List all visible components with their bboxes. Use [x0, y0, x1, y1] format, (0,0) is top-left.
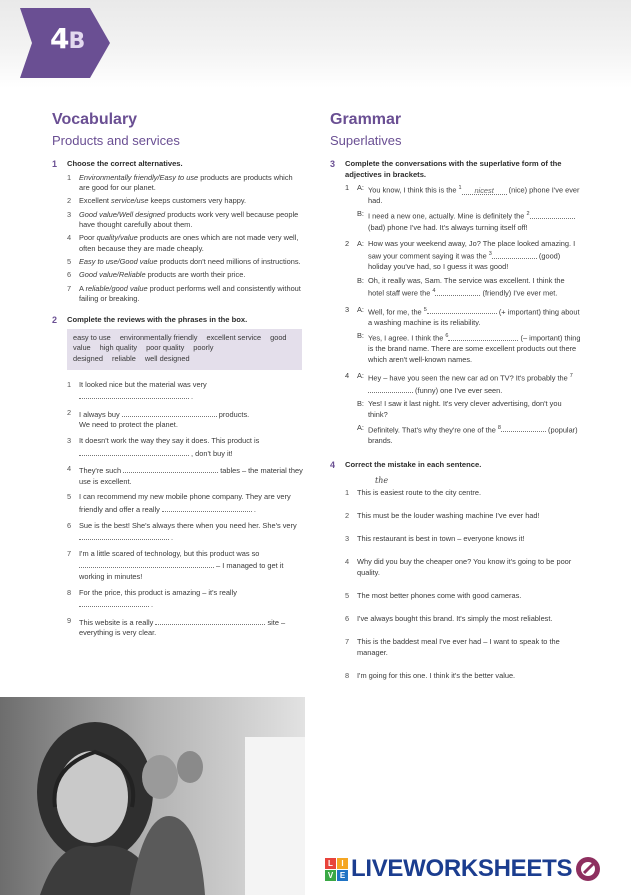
section-title: Grammar	[330, 111, 402, 128]
list-item	[67, 173, 304, 194]
phrase-option: environmentally friendly	[119, 332, 198, 342]
answer-gap[interactable]	[162, 503, 252, 512]
item-number: 2	[67, 407, 72, 417]
answer-gap[interactable]	[427, 305, 497, 314]
gap-number: 7	[569, 372, 573, 379]
list-item	[67, 284, 304, 305]
item-number: 5	[67, 257, 72, 267]
item-text: I always buy products. We need to protect the planet.	[79, 409, 250, 430]
live-letter: E	[337, 870, 348, 881]
item-number: 3	[67, 209, 72, 219]
dialogue-line	[345, 371, 582, 397]
item-text: It doesn't work the way they say it does. This product is , don't buy it!	[79, 436, 260, 458]
section-subtitle: Superlatives	[330, 133, 402, 148]
choice-alternatives[interactable]: Good value/Reliable	[79, 270, 146, 280]
list-item	[345, 557, 582, 578]
answer-gap[interactable]	[79, 531, 169, 540]
list-item	[345, 591, 582, 602]
item-text: Sue is the best! She's always there when you need her. She's very .	[79, 520, 297, 543]
dialogue-text: Yes! I saw it last night. It's very clever advertising, don't you think?	[368, 399, 562, 419]
dialogue-line	[357, 423, 582, 447]
item-text: It looked nice but the material was very .	[79, 379, 207, 402]
speaker-label: B:	[357, 399, 364, 409]
dialogue-line	[345, 183, 582, 207]
item-number: 1	[345, 487, 350, 497]
unit-label	[50, 24, 84, 57]
dialogue-line	[357, 209, 582, 233]
speaker-label: B:	[357, 331, 364, 341]
answer-gap[interactable]	[79, 598, 149, 607]
exercise-3-dialogues	[330, 183, 582, 452]
call-center-photo	[0, 697, 305, 895]
item-text: This must be the louder washing machine I've ever had!	[357, 510, 540, 520]
gap-number: 2	[526, 211, 530, 218]
item-number: 6	[67, 270, 72, 280]
speaker-label: A:	[357, 238, 364, 248]
list-item	[345, 475, 582, 499]
answer-gap[interactable]	[122, 408, 217, 417]
exercise-2-items	[52, 380, 304, 639]
list-item	[67, 464, 304, 487]
answer-gap[interactable]	[123, 464, 218, 473]
item-number: 6	[345, 613, 350, 623]
item-number: 7	[345, 636, 350, 646]
item-number: 3	[67, 436, 72, 446]
item-number: 2	[345, 510, 350, 520]
item-number: 1	[67, 172, 72, 182]
item-text: They're such tables – the material they use is excellent.	[79, 466, 303, 486]
list-item	[345, 534, 582, 545]
logo-mark-icon	[574, 855, 602, 883]
list-item	[67, 588, 304, 611]
list-item	[67, 210, 304, 231]
phrase-option: excellent service	[206, 332, 262, 342]
logo-text: LIVEWORKSHEETS	[351, 854, 573, 882]
item-text: This is the baddest meal I've ever had – I want to speak to the manager.	[357, 636, 560, 657]
item-text: I can recommend my new mobile phone company. They are very friendly and offer a really .	[79, 492, 291, 514]
item-text: Environmentally friendly/Easy to use products are products which are good for our planet.	[79, 172, 293, 193]
item-number: 7	[67, 548, 72, 558]
dialogue-text: Well, for me, the $^5$ (+ important) thing about a washing machine is its reliability.	[368, 306, 580, 327]
list-item	[67, 233, 304, 254]
handwritten-correction: the	[375, 475, 389, 485]
item-number: 2	[67, 196, 72, 206]
exercise-1-heading: 1 Choose the correct alternatives.	[52, 159, 183, 169]
item-number: 5	[67, 492, 72, 502]
list-item	[67, 549, 304, 583]
speaker-label: A:	[357, 183, 364, 193]
dialogue-text: You know, I think this is the $^1$ nicest (nice) phone I've ever had.	[368, 185, 580, 206]
live-letter: I	[337, 858, 348, 869]
item-text: The most better phones come with good cameras.	[357, 590, 522, 600]
answer-gap[interactable]	[435, 287, 480, 296]
list-item	[345, 671, 582, 682]
item-text: I've always bought this brand. It's simply the most reliablest.	[357, 613, 553, 623]
exercise-4-items	[330, 475, 582, 681]
item-text: A reliable/good value product performs well and consistently without failing or breaking.	[79, 283, 301, 304]
section-subtitle: Products and services	[52, 133, 180, 148]
list-item	[67, 436, 304, 459]
item-text: Poor quality/value products are ones which are not made very well, often because they are made cheaply.	[79, 233, 299, 253]
exercise-4-heading: 4 Correct the mistake in each sentence.	[330, 460, 482, 471]
dialogue-text: Definitely. That's why they're one of the $^8$ (popular) brands.	[368, 424, 578, 445]
item-number: 1	[345, 183, 350, 193]
gap-number: 3	[488, 251, 492, 258]
item-number: 4	[345, 370, 350, 380]
answer-gap[interactable]	[155, 616, 265, 625]
phrase-option: well designed	[144, 354, 190, 364]
phrase-option: poor quality	[146, 343, 185, 353]
gap-number: 8	[497, 424, 501, 431]
item-number: 7	[67, 283, 72, 293]
dialogue-line	[357, 276, 582, 300]
item-text: Why did you buy the cheaper one? You know it's going to be poor quality.	[357, 557, 572, 577]
section-title: Vocabulary	[52, 111, 138, 128]
gap-number: 5	[423, 306, 427, 313]
speaker-label: A:	[357, 304, 364, 314]
phrase-option: reliable	[112, 354, 136, 364]
item-text: Easy to use/Good value products don't need millions of instructions.	[79, 257, 301, 267]
item-number: 2	[345, 238, 350, 248]
list-item	[67, 257, 304, 268]
vocabulary-section	[52, 110, 304, 644]
phrase-option: high quality	[99, 343, 138, 353]
grammar-section	[330, 110, 582, 694]
dialogue-line	[345, 305, 582, 329]
item-text: This restaurant is best in town – everyone knows it!	[357, 533, 525, 543]
dialogue-line	[357, 399, 582, 420]
choice-alternatives[interactable]: service/use	[111, 196, 149, 206]
choice-alternatives[interactable]: Environmentally friendly/Easy to use	[79, 172, 199, 182]
list-item	[67, 196, 304, 207]
item-number: 8	[345, 670, 350, 680]
list-item	[67, 270, 304, 281]
list-item	[345, 614, 582, 625]
phrase-option: poorly designed	[73, 343, 214, 364]
liveworksheets-logo[interactable]	[325, 856, 602, 882]
dialogue-text: Yes, I agree. I think the $^6$ (– important) thing is the brand name. There are some excellent products out there which aren't well-known names.	[368, 333, 581, 364]
answer-gap[interactable]	[492, 250, 537, 259]
answer-gap[interactable]	[530, 210, 575, 219]
item-text: Excellent service/use keeps customers very happy.	[79, 196, 247, 206]
phrase-option: good value	[73, 332, 287, 353]
gap-number: 6	[445, 333, 449, 340]
live-letter: V	[325, 870, 336, 881]
list-item	[345, 511, 582, 522]
dialogue-text: Hey – have you seen the new car ad on TV? It's probably the $^7$ (funny) one I've ever seen.	[368, 372, 573, 395]
gap-number: 1	[458, 185, 462, 192]
phrase-box	[67, 329, 302, 370]
live-letter: L	[325, 858, 336, 869]
item-number: 8	[67, 587, 72, 597]
dialogue-text: I need a new one, actually. Mine is definitely the $^2$ (bad) phone I've had. It's always turning itself off!	[368, 209, 582, 233]
speaker-label: B:	[357, 209, 364, 219]
choice-alternatives[interactable]: quality/value	[96, 233, 138, 243]
gap-number: 4	[432, 288, 436, 295]
unit-number: 4	[50, 22, 69, 55]
list-item	[67, 492, 304, 515]
answer-gap[interactable]	[368, 384, 413, 393]
answer-gap[interactable]	[448, 332, 518, 341]
answer-gap[interactable]	[501, 423, 546, 432]
item-text: I'm a little scared of technology, but this product was so – I managed to get it working in minutes!	[79, 548, 284, 581]
list-item	[67, 616, 304, 639]
item-text: Good value/Well designed products work very well because people have thought carefully about them.	[79, 209, 299, 230]
list-item	[67, 380, 304, 403]
item-text: This is easiest route to the city centre.	[357, 487, 482, 497]
photo-illustration	[0, 697, 305, 895]
answer-gap[interactable]	[79, 390, 189, 399]
answer-gap[interactable]: nicest	[462, 186, 507, 195]
item-number: 4	[67, 464, 72, 474]
item-text: This website is a really site – everything is very clear.	[79, 617, 286, 638]
choice-alternatives[interactable]: Good value/Well designed	[79, 209, 166, 219]
list-item	[67, 521, 304, 544]
speaker-label: B:	[357, 275, 364, 285]
item-text: I'm going for this one. I think it's the better value.	[357, 670, 516, 680]
item-number: 9	[67, 615, 72, 625]
list-item	[345, 637, 582, 658]
item-text: For the price, this product is amazing – it's really .	[79, 587, 237, 610]
item-number: 4	[67, 233, 72, 243]
choice-alternatives[interactable]: Easy to use/Good value	[79, 257, 158, 267]
dialogue-line	[345, 239, 582, 273]
exercise-3-heading: 3 Complete the conversations with the superlative form of the adjectives in brackets.	[330, 159, 562, 179]
speaker-label: A:	[357, 370, 364, 380]
unit-letter: B	[68, 29, 85, 54]
speaker-label: A:	[357, 422, 364, 432]
item-number: 6	[67, 520, 72, 530]
exercise-2-heading: 2 Complete the reviews with the phrases in the box.	[52, 315, 248, 326]
phrase-option: easy to use	[73, 332, 111, 342]
dialogue-line	[357, 331, 582, 365]
live-letters-icon	[325, 858, 348, 881]
choice-alternatives[interactable]: reliable/good value	[85, 283, 148, 293]
item-number: 3	[345, 533, 350, 543]
item-text: Good value/Reliable products are worth their price.	[79, 270, 246, 280]
item-number: 1	[67, 379, 72, 389]
answer-gap[interactable]	[79, 559, 214, 568]
answer-gap[interactable]	[79, 447, 189, 456]
dialogue-text: Oh, it really was, Sam. The service was excellent. I think the hotel staff were the $^4$ (friendly) I've ever met.	[368, 275, 565, 298]
item-number: 3	[345, 304, 350, 314]
item-number: 5	[345, 590, 350, 600]
item-number: 4	[345, 557, 350, 567]
list-item	[67, 408, 304, 431]
dialogue-text: How was your weekend away, Jo? The place looked amazing. I saw your comment saying it was the $^3$ (good) holiday you've had, so I guess it was good!	[368, 238, 576, 272]
exercise-1-items	[52, 173, 304, 305]
